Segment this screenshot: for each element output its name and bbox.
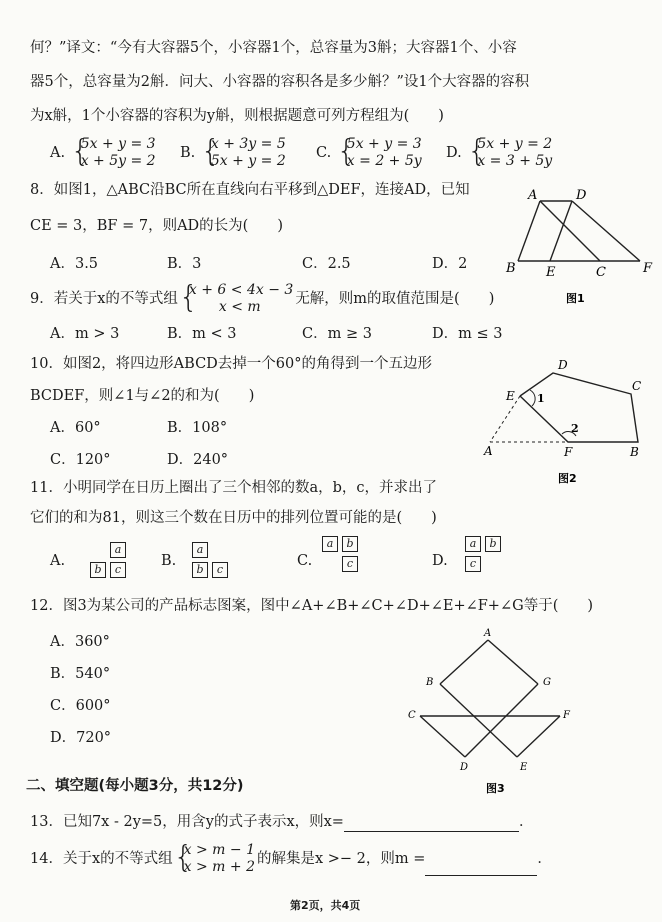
calendar-cell: a xyxy=(465,536,481,552)
calendar-cell: b xyxy=(90,562,106,578)
fig3-caption: 图3 xyxy=(486,782,505,795)
fig2-label-a: A xyxy=(484,444,493,458)
q13-stem: 13．已知7x - 2y=5，用含y的式子表示x，则x= ． xyxy=(30,814,534,830)
q8-option-b: B．3 xyxy=(167,256,202,272)
q11-line-2: 它们的和为81，则这三个数在日历中的排列位置可能的是( ) xyxy=(30,510,437,526)
fig1-caption: 图1 xyxy=(566,292,585,305)
q9-option-d: D．m ≤ 3 xyxy=(432,326,503,342)
fig2-label-f: F xyxy=(564,445,573,459)
fig2-label-d: D xyxy=(558,358,568,372)
inequality-system: { x + 6 < 4x − 3 x < m xyxy=(178,279,294,315)
fig2-label-b: B xyxy=(630,445,639,459)
calendar-cell: c xyxy=(212,562,228,578)
q8-option-a: A．3.5 xyxy=(50,256,99,272)
fig3-label-f: F xyxy=(563,710,570,721)
q7-option-c: C. { 5x + y = 3 x = 2 + 5y xyxy=(316,133,422,169)
equation-system: { 5x + y = 3 x = 2 + 5y xyxy=(336,133,422,169)
equation-system: { 5x + y = 2 x = 3 + 5y xyxy=(467,133,553,169)
q12-option-a: A．360° xyxy=(50,634,110,650)
q11-option-c-label: C. xyxy=(297,553,313,569)
fig3-label-b: B xyxy=(426,677,434,688)
fig2-label-angle-2: 2 xyxy=(571,422,579,435)
q8-option-d: D．2 xyxy=(432,256,468,272)
figure-3 xyxy=(402,622,592,802)
calendar-cell: a xyxy=(192,542,208,558)
fig2-label-e: E xyxy=(506,389,515,403)
figure-2 xyxy=(478,352,653,487)
fig1-label-f: F xyxy=(643,261,653,276)
text-line-1: 何？”译文：“今有大容器5个，小容器1个，总容量为3斛；大容器1个、小容 xyxy=(30,40,517,56)
section-2-title: 二、填空题(每小题3分，共12分) xyxy=(26,778,244,794)
q12-option-b: B．540° xyxy=(50,666,111,682)
q11-option-a-label: A. xyxy=(50,553,66,569)
q8-line-1: 8．如图1，△ABC沿BC所在直线向右平移到△DEF，连接AD，已知 xyxy=(30,182,470,198)
fig3-label-e: E xyxy=(520,762,528,773)
fig3-label-d: D xyxy=(460,762,469,773)
q12-option-d: D．720° xyxy=(50,730,112,746)
fig1-label-c: C xyxy=(596,265,606,280)
q11-option-d-label: D. xyxy=(432,553,448,569)
text-line-2: 器5个，总容量为2斛．问大、小容器的容积各是多少斛？”设1个大容器的容积 xyxy=(30,74,530,90)
equation-system: { x + 3y = 5 5x + y = 2 xyxy=(200,133,286,169)
text-line-3: 为x斛，1个小容器的容积为y斛，则根据题意可列方程组为( ) xyxy=(30,108,444,124)
q10-line-1: 10．如图2，将四边形ABCD去掉一个60°的角得到一个五边形 xyxy=(30,356,432,372)
q10-option-b: B．108° xyxy=(167,420,228,436)
fig1-label-a: A xyxy=(528,188,538,203)
equation-system: { 5x + y = 3 x + 5y = 2 xyxy=(70,133,156,169)
q9-option-a: A．m > 3 xyxy=(50,326,120,342)
q12-line-1: 12．图3为某公司的产品标志图案，图中∠A+∠B+∠C+∠D+∠E+∠F+∠G等于( ) xyxy=(30,598,594,614)
inequality-system: { x > m − 1 x > m + 2 xyxy=(173,839,255,875)
q10-option-d: D．240° xyxy=(167,452,229,468)
q9-option-c: C．m ≥ 3 xyxy=(302,326,372,342)
fig3-label-g: G xyxy=(543,677,551,688)
calendar-cell: b xyxy=(342,536,358,552)
figure-1 xyxy=(500,184,660,309)
q11-option-b-label: B. xyxy=(161,553,177,569)
q10-line-2: BCDEF，则∠1与∠2的和为( ) xyxy=(30,388,255,404)
calendar-cell: a xyxy=(322,536,338,552)
fig3-label-c: C xyxy=(408,710,416,721)
calendar-cell: c xyxy=(110,562,126,578)
q14-answer-blank[interactable] xyxy=(425,859,537,876)
calendar-cell: c xyxy=(465,556,481,572)
fig1-label-b: B xyxy=(506,261,516,276)
q8-option-c: C．2.5 xyxy=(302,256,351,272)
fig2-label-angle-1: 1 xyxy=(537,392,545,405)
q12-option-c: C．600° xyxy=(50,698,111,714)
calendar-cell: c xyxy=(342,556,358,572)
q7-option-b: B. { x + 3y = 5 5x + y = 2 xyxy=(180,133,286,169)
fig3-label-a: A xyxy=(484,628,492,639)
q13-answer-blank[interactable] xyxy=(344,815,519,832)
calendar-cell: b xyxy=(485,536,501,552)
q7-option-a: A. { 5x + y = 3 x + 5y = 2 xyxy=(50,133,156,169)
fig1-label-d: D xyxy=(576,188,587,203)
page-footer: 第2页，共4页 xyxy=(290,899,361,912)
q7-option-d: D. { 5x + y = 2 x = 3 + 5y xyxy=(446,133,553,169)
q10-option-c: C．120° xyxy=(50,452,111,468)
q11-line-1: 11．小明同学在日历上圈出了三个相邻的数a，b，c，并求出了 xyxy=(30,480,437,496)
q10-option-a: A．60° xyxy=(50,420,101,436)
q9-stem: 9．若关于x的不等式组 { x + 6 < 4x − 3 x < m 无解，则m的取值范围是( ) xyxy=(30,279,495,315)
calendar-cell: a xyxy=(110,542,126,558)
q14-stem: 14．关于x的不等式组 { x > m − 1 x > m + 2 的解集是x >− 2，则m = ． xyxy=(30,839,552,875)
q8-line-2: CE = 3，BF = 7，则AD的长为( ) xyxy=(30,218,283,234)
fig2-label-c: C xyxy=(632,379,642,393)
calendar-cell: b xyxy=(192,562,208,578)
fig2-caption: 图2 xyxy=(558,472,577,485)
fig1-label-e: E xyxy=(546,265,556,280)
q9-option-b: B．m < 3 xyxy=(167,326,237,342)
